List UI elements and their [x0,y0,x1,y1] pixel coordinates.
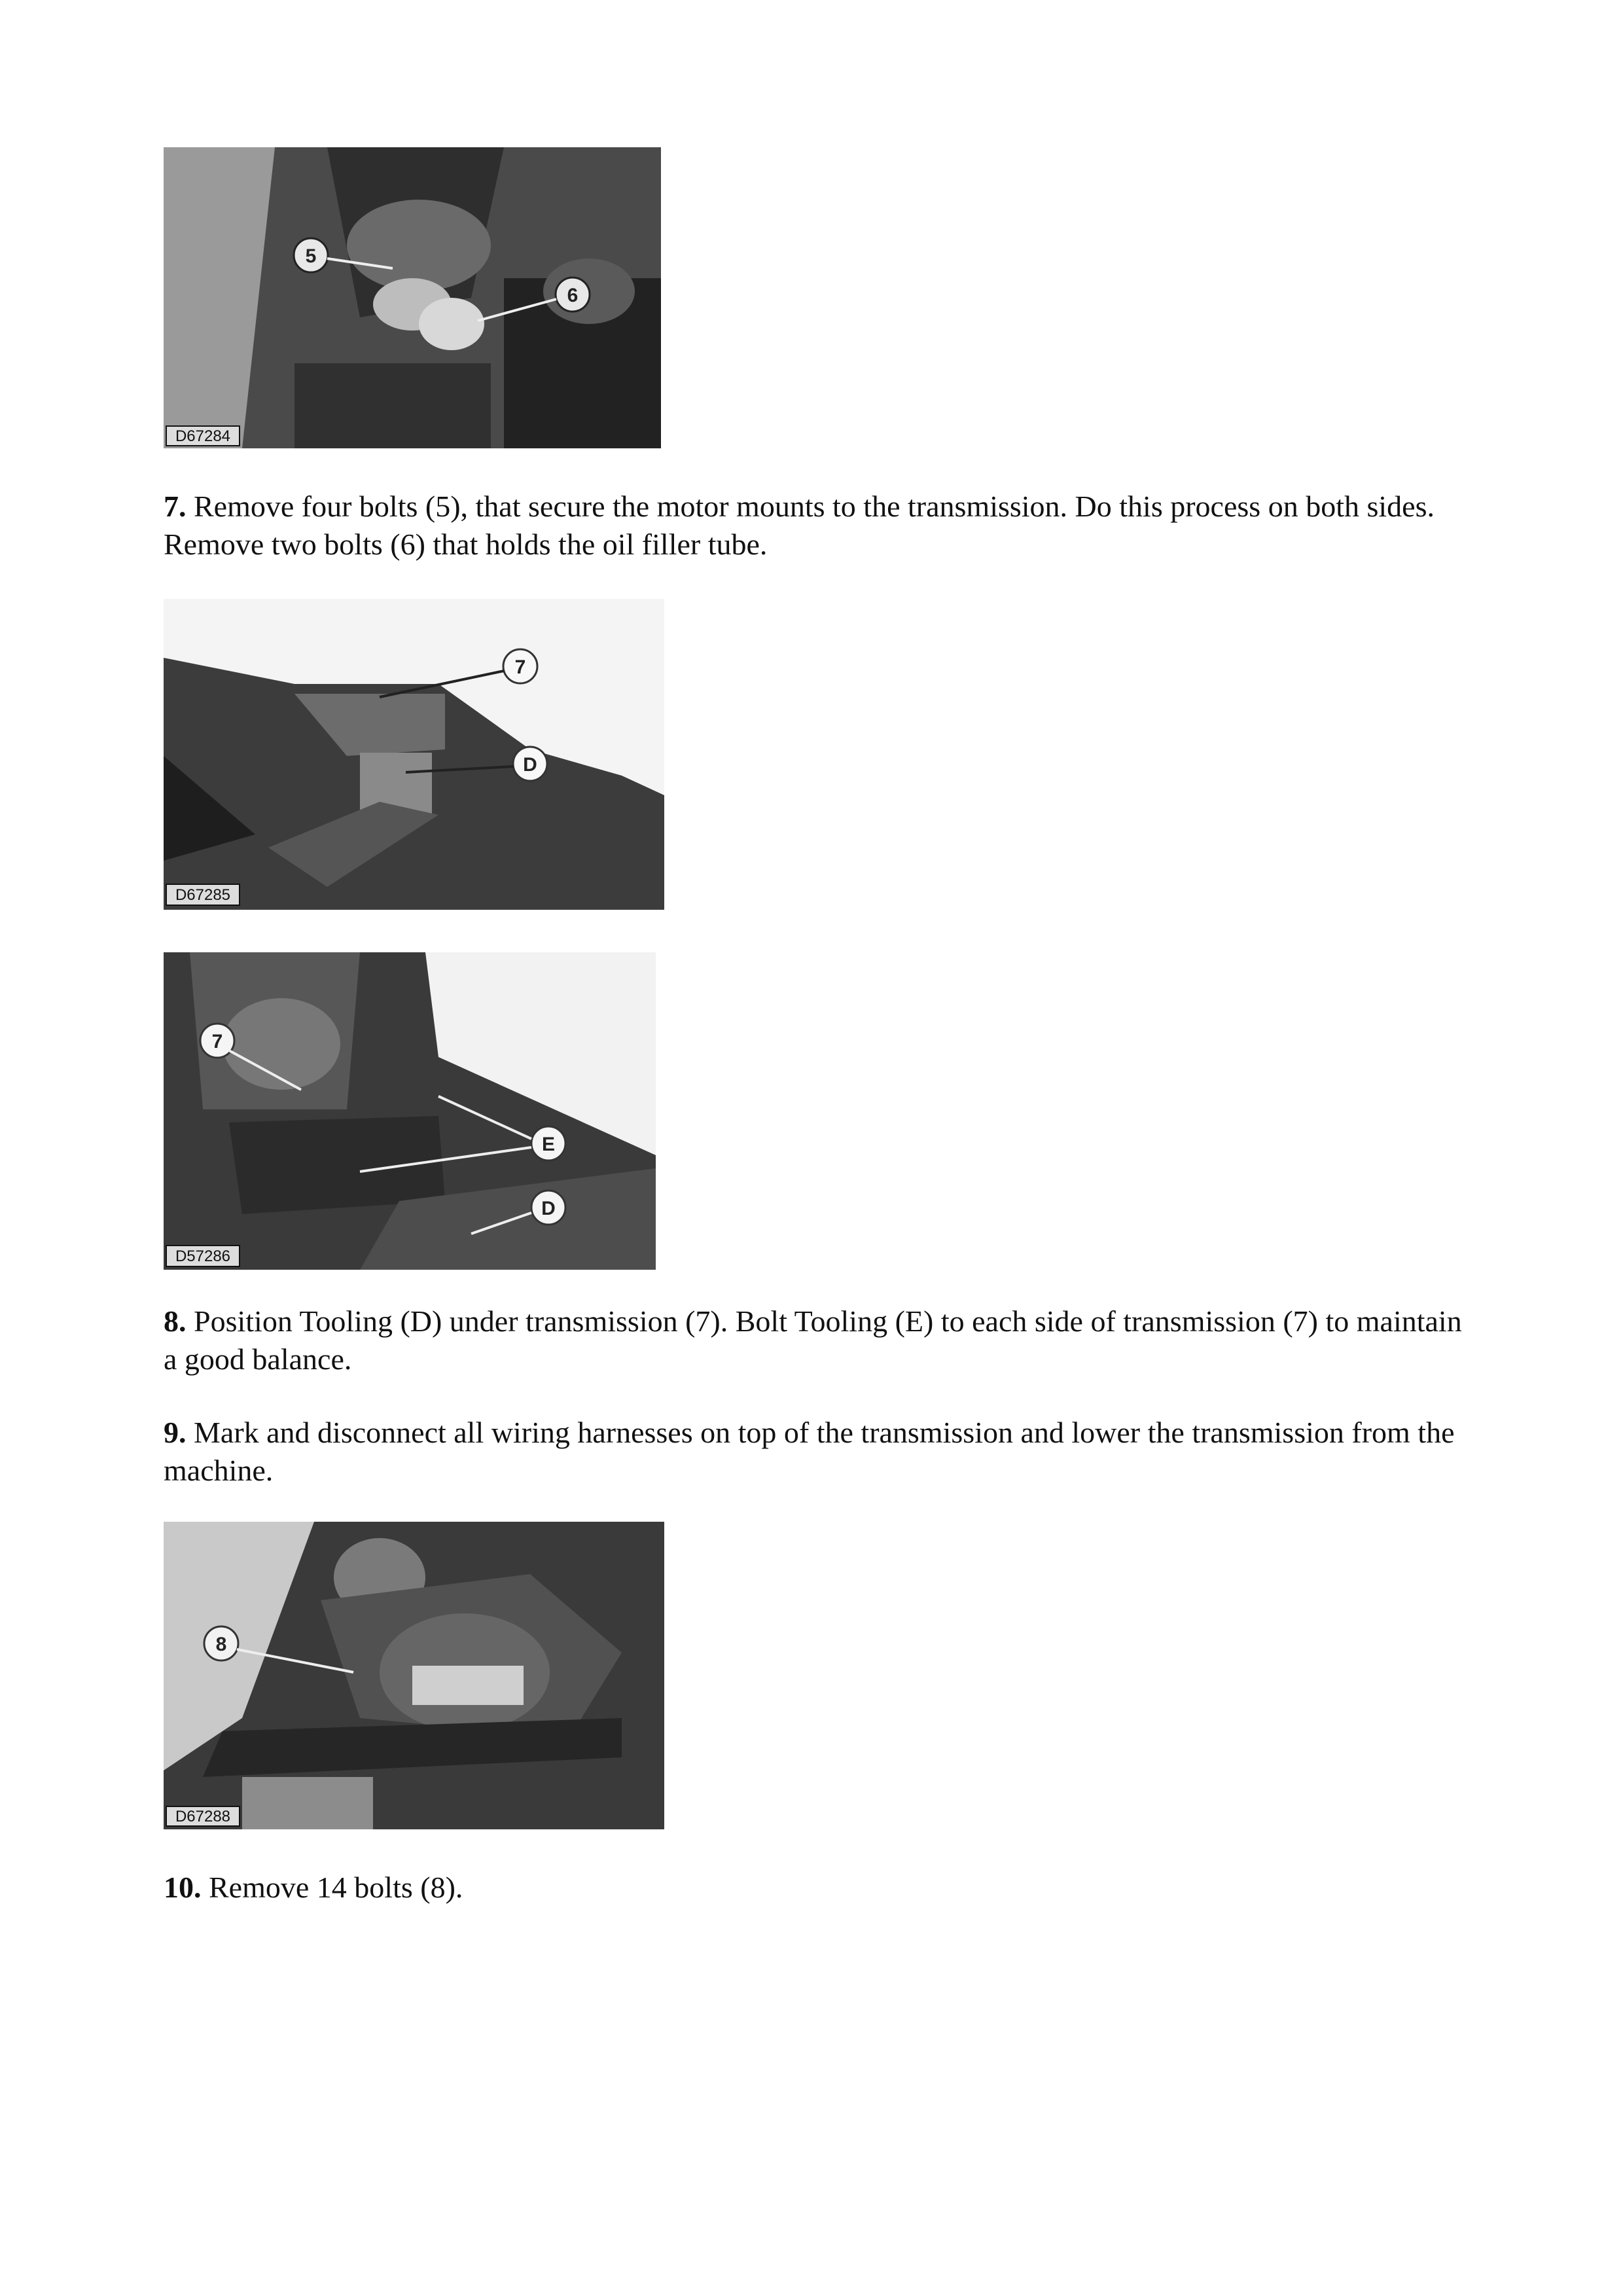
step-9 [164,1414,1472,1490]
callout-e: E [541,1134,556,1155]
step-number: 8. [164,1304,187,1338]
figure-motor-mounts-photo [164,147,661,448]
callout-8: 8 [215,1634,227,1655]
step-7 [164,488,1472,564]
figure-tooling-e-photo [164,952,656,1270]
step-number: 7. [164,490,187,523]
step-number: 9. [164,1416,187,1449]
step-8 [164,1302,1472,1378]
callout-7: 7 [211,1031,223,1052]
callout-d: D [541,1198,556,1219]
figure-bolts-8-photo [164,1522,664,1829]
step-text: Remove 14 bolts (8). [209,1871,463,1904]
figure-tooling-d-photo [164,599,664,910]
step-number: 10. [164,1871,202,1904]
callout-5: 5 [305,245,317,267]
callout-6: 6 [567,285,579,306]
figure-code: D67288 [175,1808,231,1825]
step-text: Position Tooling (D) under transmission (7). Bolt Tooling (E) to each side of transmission (7) to maintain a good balance. [164,1304,1462,1376]
callout-d: D [523,754,537,776]
step-text: Remove four bolts (5), that secure the motor mounts to the transmission. Do this process on both sides. Remove two bolts (6) that holds the oil filler tube. [164,490,1435,561]
figure-code: D67285 [175,886,231,904]
figure-code: D67284 [175,427,231,445]
figure-code: D57286 [175,1247,231,1265]
step-text: Mark and disconnect all wiring harnesses on top of the transmission and lower the transmission from the machine. [164,1416,1455,1487]
step-10 [164,1869,1472,1907]
callout-7: 7 [514,656,526,678]
